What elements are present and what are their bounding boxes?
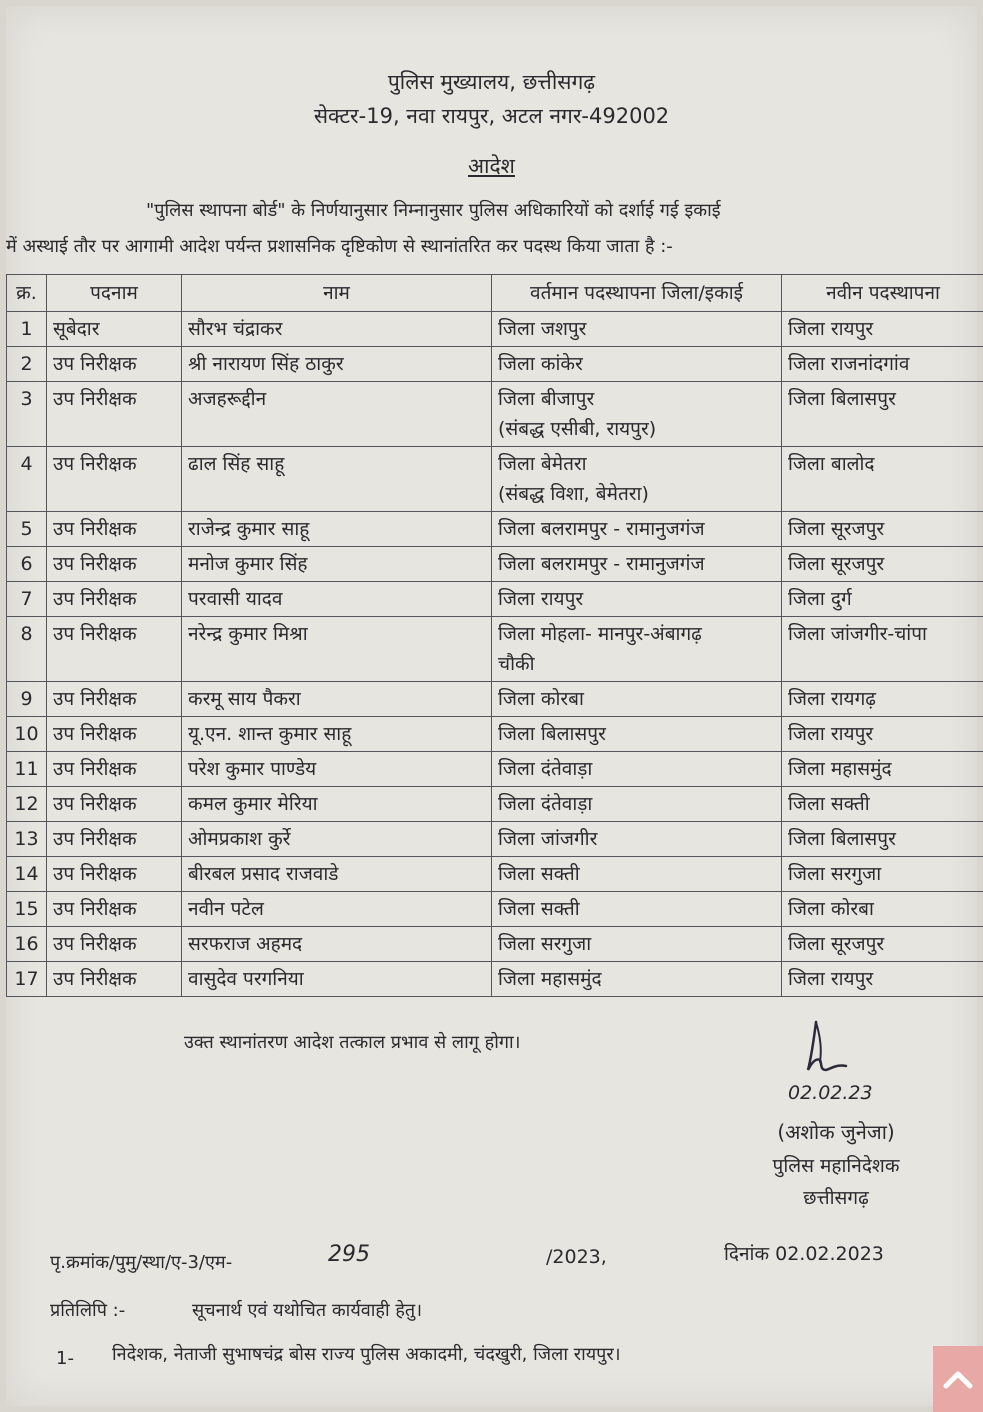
effect-note: उक्त स्थानांतरण आदेश तत्काल प्रभाव से लागू होगा। [184,1032,521,1053]
cell-name-text: ओमप्रकाश कुर्रे [188,828,291,850]
cell-sn-text: 15 [14,898,39,920]
cell-name-text: परवासी यादव [188,588,283,610]
cell-sn-text: 2 [20,353,33,375]
reference-prefix: पृ.क्रमांक/पुमु/स्था/ए-3/एम- [50,1252,233,1273]
cell-sn-text: 9 [20,688,33,710]
cell-new-posting [782,347,983,382]
cell-current-posting-text: जिला जशपुर [498,318,587,340]
cell-new-posting [782,787,983,822]
cell-post [47,617,182,682]
cell-name [182,382,492,447]
table-row [7,547,983,582]
header-new-posting: नवीन पदस्थापना [782,275,983,312]
cell-name-text: सरफराज अहमद [188,933,303,955]
intro-line-1: "पुलिस स्थापना बोर्ड" के निर्णयानुसार निम्नानुसार पुलिस अधिकारियों को दर्शाई गई इकाई [146,200,721,221]
copy-text: सूचनार्थ एवं यथोचित कार्यवाही हेतु। [192,1300,423,1321]
cell-current-posting-text: जिला बेमेतरा [498,453,587,475]
cell-new-posting-text: जिला जांजगीर-चांपा [788,623,927,645]
cell-sn [7,717,47,752]
cell-current-posting-text: जिला बलरामपुर - रामानुजगंज [498,553,705,575]
cell-post [47,547,182,582]
order-title: आदेश [468,154,515,178]
cell-post [47,752,182,787]
document-page [6,6,977,1406]
header-name: नाम [182,275,492,312]
cell-new-posting-text: जिला रायपुर [788,968,874,990]
cell-new-posting-text: जिला बिलासपुर [788,388,896,410]
cell-name-text: अजहरूद्दीन [188,388,267,410]
cell-post [47,962,182,997]
cell-name [182,822,492,857]
cell-post-text: उप निरीक्षक [53,968,137,990]
cell-current-posting [492,857,782,892]
cell-post-text: उप निरीक्षक [53,758,137,780]
cell-sn [7,682,47,717]
table-row [7,787,983,822]
cell-current-posting [492,927,782,962]
cell-sn [7,447,47,512]
cell-name-text: वासुदेव परगनिया [188,968,304,990]
cell-post [47,347,182,382]
cell-name [182,447,492,512]
cell-name-text: सौरभ चंद्राकर [188,318,283,340]
cell-post-text: उप निरीक्षक [53,723,137,745]
copy-label: प्रतिलिपि :- [50,1300,126,1321]
cell-sn [7,787,47,822]
signatory-state: छत्तीसगढ़ [803,1187,869,1209]
cell-current-posting [492,892,782,927]
cell-post [47,822,182,857]
cell-post-text: उप निरीक्षक [53,933,137,955]
cell-current-posting-note: (संबद्ध एसीबी, रायपुर) [498,418,657,440]
cell-new-posting-text: जिला सूरजपुर [788,933,885,955]
cell-sn [7,512,47,547]
cell-post [47,582,182,617]
table-row [7,347,983,382]
cell-current-posting-note: (संबद्ध विशा, बेमेतरा) [498,483,649,505]
signature-date: 02.02.23 [788,1082,873,1104]
cell-new-posting [782,447,983,512]
cell-post [47,382,182,447]
cell-current-posting-text: जिला महासमुंद [498,968,602,990]
cell-post-text: उप निरीक्षक [53,828,137,850]
cell-current-posting-text: जिला दंतेवाड़ा [498,758,593,780]
cell-new-posting [782,547,983,582]
cell-current-posting-text: जिला सरगुजा [498,933,592,955]
cell-new-posting-text: जिला बिलासपुर [788,828,896,850]
reference-date: दिनांक 02.02.2023 [724,1243,884,1265]
cell-sn-text: 12 [14,793,39,815]
cell-post-text: उप निरीक्षक [53,793,137,815]
cell-sn [7,857,47,892]
cell-name-text: ढाल सिंह साहू [188,453,285,475]
cell-post [47,447,182,512]
table-row [7,892,983,927]
cell-current-posting-text: जिला दंतेवाड़ा [498,793,593,815]
cell-name [182,892,492,927]
cell-sn [7,547,47,582]
signatory-designation: पुलिस महानिदेशक [772,1155,900,1177]
cell-name-text: करमू साय पैकरा [188,688,301,710]
cell-sn-text: 6 [20,553,33,575]
cell-new-posting [782,617,983,682]
office-address: सेक्टर-19, नवा रायपुर, अटल नगर-492002 [313,104,670,128]
cell-current-posting-text: जिला सक्ती [498,863,580,885]
table-row [7,512,983,547]
cell-sn-text: 3 [20,388,33,410]
cell-name-text: मनोज कुमार सिंह [188,553,308,575]
cell-current-posting-text: जिला बीजापुर [498,388,595,410]
cell-new-posting-text: जिला राजनांदगांव [788,353,910,375]
cell-name-text: बीरबल प्रसाद राजवाडे [188,863,339,885]
cell-name [182,547,492,582]
cell-new-posting [782,582,983,617]
cell-name [182,617,492,682]
cell-current-posting-text: जिला रायपुर [498,588,584,610]
cell-post [47,512,182,547]
cell-post-text: उप निरीक्षक [53,863,137,885]
copy-item-text: निदेशक, नेताजी सुभाषचंद्र बोस राज्य पुलिस अकादमी, चंदखुरी, जिला रायपुर। [112,1344,621,1365]
table-body [7,312,983,997]
cell-post-text: उप निरीक्षक [53,898,137,920]
cell-new-posting-text: जिला सूरजपुर [788,518,885,540]
cell-name-text: राजेन्द्र कुमार साहू [188,518,310,540]
office-name: पुलिस मुख्यालय, छत्तीसगढ़ [387,70,596,94]
cell-name [182,717,492,752]
cell-current-posting [492,582,782,617]
header-sn: क्र. [7,275,47,312]
cell-name-text: यू.एन. शान्त कुमार साहू [188,723,352,745]
reference-year: /2023, [546,1246,607,1268]
cell-name [182,787,492,822]
cell-sn [7,382,47,447]
cell-name [182,582,492,617]
cell-sn [7,752,47,787]
cell-sn-text: 8 [20,623,33,645]
cell-current-posting-text: जिला जांजगीर [498,828,598,850]
table-row [7,682,983,717]
cell-new-posting-text: जिला कोरबा [788,898,874,920]
cell-new-posting-text: जिला सक्ती [788,793,870,815]
cell-new-posting-text: जिला बालोद [788,453,875,475]
cell-post-text: उप निरीक्षक [53,353,137,375]
cell-sn-text: 11 [14,758,39,780]
cell-name [182,962,492,997]
cell-current-posting-note: चौकी [498,653,535,675]
cell-post-text: उप निरीक्षक [53,623,137,645]
header-current-posting: वर्तमान पदस्थापना जिला/इकाई [492,275,782,312]
cell-current-posting [492,752,782,787]
cell-sn [7,312,47,347]
cell-name-text: नरेन्द्र कुमार मिश्रा [188,623,308,645]
cell-current-posting [492,382,782,447]
cell-name-text: परेश कुमार पाण्डेय [188,758,317,780]
cell-current-posting-text: जिला कांकेर [498,353,583,375]
cell-new-posting [782,382,983,447]
cell-sn-text: 14 [14,863,39,885]
cell-sn-text: 13 [14,828,39,850]
cell-sn-text: 5 [20,518,33,540]
cell-current-posting [492,512,782,547]
cell-current-posting [492,312,782,347]
cell-sn-text: 10 [14,723,39,745]
cell-current-posting-text: जिला मोहला- मानपुर-अंबागढ़ [498,623,702,645]
cell-current-posting [492,822,782,857]
cell-sn [7,582,47,617]
cell-post [47,717,182,752]
cell-new-posting-text: जिला रायगढ़ [788,688,876,710]
cell-new-posting-text: जिला दुर्ग [788,588,852,610]
chevron-up-icon [943,1369,973,1389]
cell-post-text: उप निरीक्षक [53,453,137,475]
signature-mark [786,1018,866,1084]
header-post: पदनाम [47,275,182,312]
cell-sn [7,962,47,997]
cell-current-posting [492,787,782,822]
cell-post [47,857,182,892]
cell-name [182,512,492,547]
table-row [7,822,983,857]
cell-new-posting-text: जिला सरगुजा [788,863,882,885]
cell-current-posting [492,547,782,582]
cell-sn-text: 1 [20,318,33,340]
cell-new-posting [782,857,983,892]
cell-name-text: श्री नारायण सिंह ठाकुर [188,353,344,375]
table-row [7,582,983,617]
cell-current-posting-text: जिला कोरबा [498,688,584,710]
cell-sn [7,892,47,927]
table-row [7,447,983,512]
cell-name-text: नवीन पटेल [188,898,264,920]
cell-post-text: सूबेदार [53,318,100,340]
cell-post [47,312,182,347]
cell-post-text: उप निरीक्षक [53,688,137,710]
cell-name [182,752,492,787]
cell-new-posting [782,822,983,857]
cell-current-posting-text: जिला सक्ती [498,898,580,920]
reference-number: 295 [328,1242,370,1267]
cell-new-posting [782,682,983,717]
cell-post [47,927,182,962]
cell-name [182,927,492,962]
cell-new-posting [782,312,983,347]
cell-name-text: कमल कुमार मेरिया [188,793,318,815]
scroll-to-top-button[interactable] [933,1346,983,1412]
cell-new-posting [782,717,983,752]
signatory-name: (अशोक जुनेजा) [777,1120,895,1144]
cell-new-posting-text: जिला महासमुंद [788,758,892,780]
table-row [7,962,983,997]
cell-name [182,682,492,717]
table-row [7,382,983,447]
cell-name [182,312,492,347]
cell-sn-text: 7 [20,588,33,610]
cell-post-text: उप निरीक्षक [53,553,137,575]
cell-post [47,787,182,822]
table-row [7,312,983,347]
cell-post [47,892,182,927]
transfer-table [6,274,983,997]
cell-name [182,347,492,382]
cell-new-posting-text: जिला सूरजपुर [788,553,885,575]
cell-current-posting [492,717,782,752]
cell-sn [7,927,47,962]
cell-post-text: उप निरीक्षक [53,588,137,610]
cell-current-posting [492,962,782,997]
table-row [7,717,983,752]
cell-sn-text: 17 [14,968,39,990]
cell-new-posting [782,962,983,997]
table-row [7,617,983,682]
cell-new-posting [782,512,983,547]
cell-sn-text: 4 [20,453,33,475]
copy-item-number: 1- [56,1348,74,1369]
cell-sn [7,617,47,682]
cell-current-posting [492,682,782,717]
cell-current-posting-text: जिला बलरामपुर - रामानुजगंज [498,518,705,540]
table-row [7,927,983,962]
cell-post [47,682,182,717]
table-row [7,752,983,787]
cell-post-text: उप निरीक्षक [53,388,137,410]
cell-new-posting-text: जिला रायपुर [788,318,874,340]
table-row [7,857,983,892]
cell-new-posting [782,927,983,962]
cell-sn-text: 16 [14,933,39,955]
cell-new-posting [782,892,983,927]
cell-current-posting [492,447,782,512]
cell-current-posting [492,617,782,682]
cell-sn [7,822,47,857]
cell-current-posting-text: जिला बिलासपुर [498,723,606,745]
cell-current-posting [492,347,782,382]
cell-sn [7,347,47,382]
cell-new-posting [782,752,983,787]
intro-line-2: में अस्थाई तौर पर आगामी आदेश पर्यन्त प्रशासनिक दृष्टिकोण से स्थानांतरित कर पदस्थ किया जाता है :- [6,236,673,257]
cell-post-text: उप निरीक्षक [53,518,137,540]
table-header-row [7,275,983,312]
cell-name [182,857,492,892]
cell-new-posting-text: जिला रायपुर [788,723,874,745]
